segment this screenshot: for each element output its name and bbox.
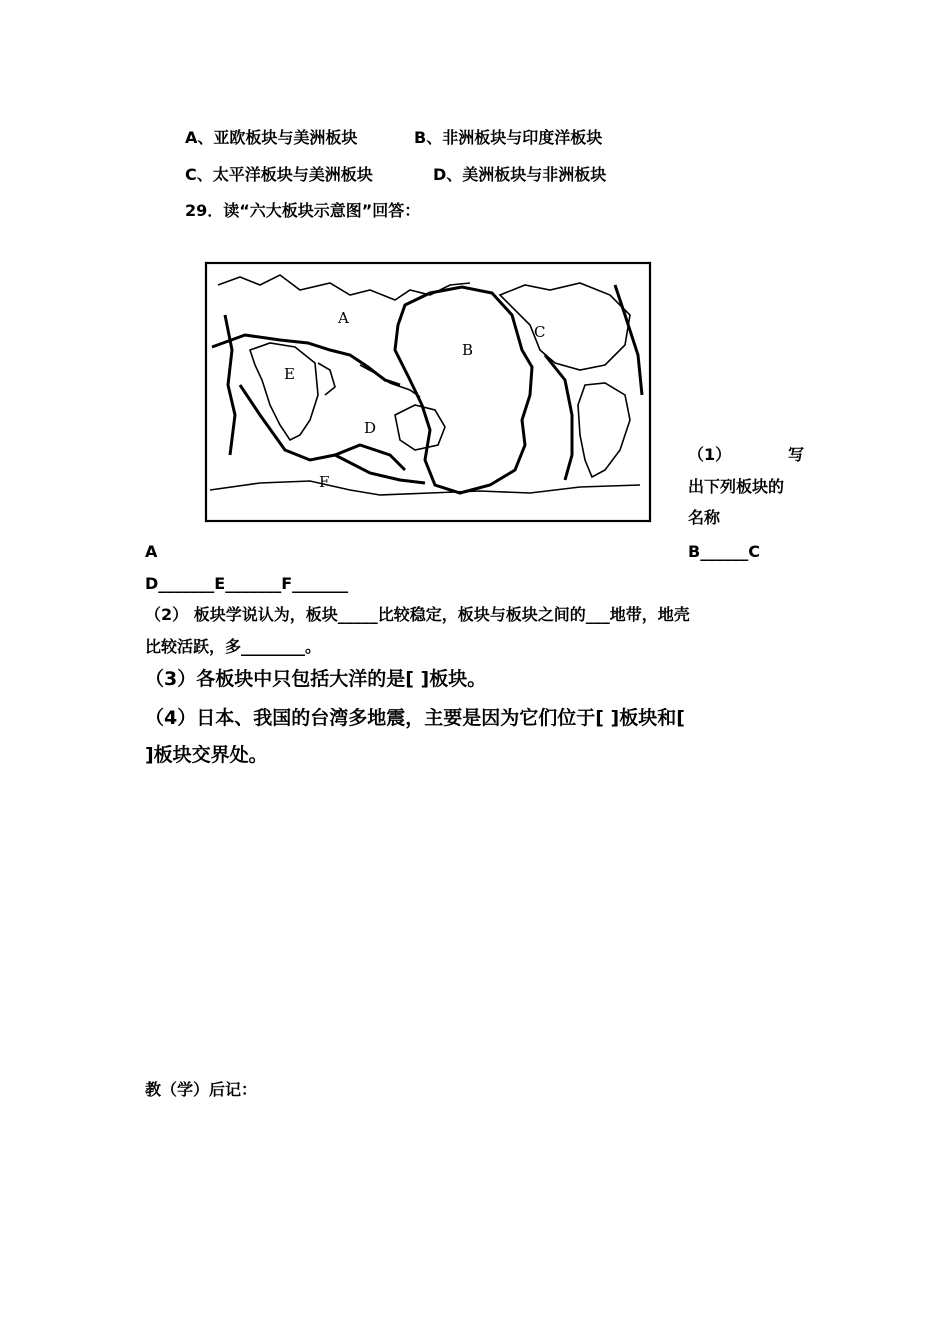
- q1-word: 写: [788, 445, 805, 464]
- map-label-d: D: [364, 419, 377, 437]
- q4-line2: ]板块交界处。: [145, 744, 268, 766]
- q2-line1: （2） 板块学说认为，板块_____比较稳定，板块与板块之间的___地带，地壳: [145, 605, 690, 624]
- plate-map: [200, 255, 655, 530]
- option-d: D、美洲板块与非洲板块: [433, 165, 607, 184]
- map-label-f: F: [319, 473, 330, 491]
- blank-def: D_______E_______F_______: [145, 574, 349, 593]
- question-29-title: 29．读“六大板块示意图”回答：: [185, 201, 421, 220]
- map-label-b: B: [462, 341, 474, 359]
- q2-line2: 比较活跃，多________。: [145, 637, 322, 656]
- map-label-c: C: [534, 323, 546, 341]
- q3: （3）各板块中只包括大洋的是[ ]板块。: [145, 668, 487, 690]
- option-b: B、非洲板块与印度洋板块: [414, 128, 603, 147]
- postscript: 教（学）后记：: [145, 1080, 258, 1099]
- q1-prefix: （1）: [688, 445, 732, 464]
- option-a: A、亚欧板块与美洲板块: [185, 128, 358, 147]
- option-c: C、太平洋板块与美洲板块: [185, 165, 373, 184]
- map-label-e: E: [284, 365, 295, 383]
- q1-line3: 名称: [688, 508, 721, 527]
- blank-a: A: [145, 542, 158, 561]
- blank-bc: B______C: [688, 542, 760, 561]
- q4-line1: （4）日本、我国的台湾多地震，主要是因为它们位于[ ]板块和[: [145, 707, 685, 729]
- map-label-a: A: [338, 309, 349, 327]
- q1-line2: 出下列板块的: [688, 477, 785, 496]
